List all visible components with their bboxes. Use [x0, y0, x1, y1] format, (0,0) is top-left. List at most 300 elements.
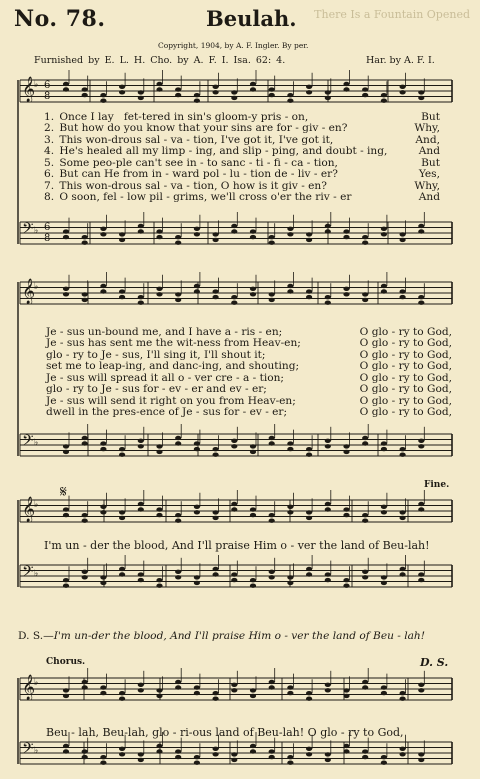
note-head	[250, 688, 256, 692]
note-head	[213, 453, 219, 457]
note-head	[231, 758, 237, 762]
note-head	[287, 691, 293, 695]
note-head	[325, 444, 331, 448]
chorus-lyric: Beu - lah, Beu-lah, glo - ri-ous land of Beu-lah! O glo - ry to God,	[46, 726, 404, 739]
note-head	[213, 90, 219, 94]
note-head	[362, 575, 368, 579]
note-head	[156, 578, 162, 582]
note-head	[100, 284, 106, 288]
note-head	[306, 516, 312, 520]
note-head	[119, 691, 125, 695]
note-head	[400, 747, 406, 751]
note-head	[269, 685, 275, 689]
note-head	[138, 688, 144, 692]
note-head	[269, 292, 275, 296]
note-head	[362, 519, 368, 523]
note-head	[194, 510, 200, 514]
note-head	[119, 752, 125, 756]
note-head	[269, 436, 275, 440]
note-head	[381, 99, 387, 103]
note-head	[156, 744, 162, 748]
music-symbol: 6	[44, 222, 51, 233]
music-symbol: ♭	[34, 500, 39, 510]
note-head	[325, 578, 331, 582]
note-head	[250, 694, 256, 698]
note-head	[343, 513, 349, 517]
note-head	[231, 229, 237, 233]
note-head	[82, 755, 88, 759]
note-head	[362, 298, 368, 302]
note-head	[287, 505, 293, 509]
note-head	[63, 87, 69, 91]
note-head	[325, 502, 331, 506]
note-head	[63, 292, 69, 296]
note-head	[250, 235, 256, 239]
note-head	[362, 513, 368, 517]
chorus-label: Chorus.	[46, 657, 86, 667]
note-head	[418, 224, 424, 228]
note-head	[418, 572, 424, 576]
note-head	[418, 439, 424, 443]
note-head	[287, 232, 293, 236]
note-head	[306, 232, 312, 236]
note-head	[194, 691, 200, 695]
note-head	[306, 453, 312, 457]
verse-line: 4. He's healed all my limp - ing, and slip - ping, and doubt - ing, And	[44, 145, 440, 158]
note-head	[269, 755, 275, 759]
music-symbol: 𝄢	[22, 740, 34, 761]
note-head	[194, 447, 200, 451]
note-head	[231, 301, 237, 305]
note-head	[82, 519, 88, 523]
note-head	[156, 688, 162, 692]
note-head	[418, 752, 424, 756]
music-symbol: 8	[44, 233, 51, 244]
note-head	[138, 229, 144, 233]
note-head	[381, 447, 387, 451]
note-head	[119, 572, 125, 576]
note-head	[287, 685, 293, 689]
note-head	[400, 85, 406, 89]
note-head	[400, 572, 406, 576]
note-head	[418, 688, 424, 692]
note-head	[287, 227, 293, 231]
note-head	[418, 444, 424, 448]
note-head	[82, 749, 88, 753]
note-head	[175, 575, 181, 579]
note-head	[269, 570, 275, 574]
note-head	[119, 516, 125, 520]
note-head	[100, 227, 106, 231]
note-head	[287, 581, 293, 585]
note-head	[63, 82, 69, 86]
note-head	[231, 502, 237, 506]
note-head	[175, 93, 181, 97]
note-head	[175, 87, 181, 91]
note-head	[250, 450, 256, 454]
note-head	[418, 507, 424, 511]
note-head	[269, 87, 275, 91]
note-head	[100, 232, 106, 236]
note-head	[231, 96, 237, 100]
verse-line: 1. Once I lay fet-tered in sin's gloom-y pris - on, But	[44, 111, 440, 123]
verse-line: 5. Some peo-ple can't see in - to sanc - ti - fi - ca - tion, But	[44, 156, 440, 169]
note-head	[381, 441, 387, 445]
note-head	[213, 747, 219, 751]
note-head	[100, 575, 106, 579]
note-head	[194, 685, 200, 689]
note-head	[362, 292, 368, 296]
note-head	[194, 761, 200, 765]
note-head	[175, 292, 181, 296]
note-head	[362, 436, 368, 440]
ds-mark: D. S.	[420, 656, 449, 669]
note-head	[156, 87, 162, 91]
note-head	[400, 295, 406, 299]
note-head	[175, 241, 181, 245]
note-head	[418, 683, 424, 687]
refrain-line: glo - ry to Je - sus for - ev - er and ev - er; O glo - ry to God,	[46, 383, 452, 396]
note-head	[343, 744, 349, 748]
note-head	[63, 507, 69, 511]
note-head	[82, 680, 88, 684]
note-head	[250, 507, 256, 511]
note-head	[400, 90, 406, 94]
note-head	[306, 295, 312, 299]
music-symbol: 𝄢	[22, 432, 34, 453]
note-head	[306, 697, 312, 701]
note-head	[231, 90, 237, 94]
note-head	[175, 513, 181, 517]
note-head	[400, 238, 406, 242]
note-head	[325, 758, 331, 762]
note-head	[156, 694, 162, 698]
note-head	[63, 749, 69, 753]
note-head	[82, 241, 88, 245]
note-head	[156, 444, 162, 448]
note-head	[287, 93, 293, 97]
music-symbol: ♭	[34, 438, 39, 448]
note-head	[63, 688, 69, 692]
note-head	[194, 93, 200, 97]
note-head	[250, 87, 256, 91]
music-symbol: 𝄢	[22, 563, 34, 584]
note-head	[287, 510, 293, 514]
note-head	[269, 241, 275, 245]
note-head	[381, 232, 387, 236]
note-head	[400, 567, 406, 571]
music-symbol: 𝄞	[22, 279, 36, 304]
note-head	[156, 450, 162, 454]
note-head	[63, 513, 69, 517]
note-head	[119, 85, 125, 89]
note-head	[138, 752, 144, 756]
note-head	[100, 755, 106, 759]
note-head	[362, 680, 368, 684]
note-head	[231, 224, 237, 228]
note-head	[119, 289, 125, 293]
note-head	[381, 510, 387, 514]
note-head	[269, 575, 275, 579]
verse-lyrics	[44, 112, 440, 204]
faint-bleedthrough-heading: There Is a Fountain Opened	[314, 8, 470, 21]
note-head	[156, 749, 162, 753]
note-head	[194, 505, 200, 509]
note-head	[381, 575, 387, 579]
note-head	[100, 691, 106, 695]
note-head	[418, 295, 424, 299]
note-head	[325, 683, 331, 687]
note-head	[213, 232, 219, 236]
note-head	[100, 99, 106, 103]
note-head	[418, 758, 424, 762]
note-head	[138, 96, 144, 100]
note-head	[306, 747, 312, 751]
note-head	[156, 507, 162, 511]
note-head	[100, 441, 106, 445]
note-head	[175, 519, 181, 523]
note-head	[156, 292, 162, 296]
note-head	[343, 287, 349, 291]
note-head	[175, 680, 181, 684]
note-head	[213, 752, 219, 756]
note-head	[138, 578, 144, 582]
note-head	[325, 229, 331, 233]
hymn-number: No. 78.	[14, 6, 106, 32]
note-head	[306, 90, 312, 94]
note-head	[400, 697, 406, 701]
music-symbol: ♭	[34, 746, 39, 756]
note-head	[306, 447, 312, 451]
note-head	[82, 298, 88, 302]
verse-line: 2. But how do you know that your sins are for - giv - en? Why,	[44, 122, 440, 135]
note-head	[119, 697, 125, 701]
note-head	[400, 447, 406, 451]
note-head	[306, 85, 312, 89]
note-head	[119, 567, 125, 571]
note-head	[82, 87, 88, 91]
note-head	[213, 447, 219, 451]
note-head	[362, 87, 368, 91]
note-head	[325, 572, 331, 576]
note-head	[400, 752, 406, 756]
note-head	[175, 685, 181, 689]
note-head	[119, 238, 125, 242]
refrain-line: Je - sus will send it right on you from Heav-en; O glo - ry to God,	[46, 394, 452, 407]
note-head	[250, 749, 256, 753]
note-head	[287, 99, 293, 103]
note-head	[156, 513, 162, 517]
note-head	[119, 90, 125, 94]
note-head	[100, 685, 106, 689]
ds-lyric: D. S.—I'm un-der the blood, And I'll praise Him o - ver the land of Beu - lah!	[18, 630, 426, 642]
note-head	[250, 229, 256, 233]
note-head	[325, 752, 331, 756]
note-head	[119, 453, 125, 457]
note-head	[213, 295, 219, 299]
note-head	[306, 572, 312, 576]
note-head	[343, 688, 349, 692]
note-head	[343, 229, 349, 233]
note-head	[138, 502, 144, 506]
note-head	[119, 510, 125, 514]
note-head	[362, 755, 368, 759]
note-head	[400, 232, 406, 236]
note-head	[400, 289, 406, 293]
note-head	[418, 96, 424, 100]
note-head	[82, 513, 88, 517]
note-head	[156, 584, 162, 588]
note-head	[343, 444, 349, 448]
music-symbol: ♭	[34, 226, 39, 236]
note-head	[287, 755, 293, 759]
note-head	[213, 572, 219, 576]
note-head	[194, 755, 200, 759]
note-head	[82, 93, 88, 97]
note-head	[250, 82, 256, 86]
note-head	[213, 85, 219, 89]
refrain-line: Je - sus un-bound me, and I have a - ris - en; O glo - ry to God,	[46, 326, 452, 338]
note-head	[343, 235, 349, 239]
note-head	[269, 235, 275, 239]
note-head	[100, 447, 106, 451]
note-head	[82, 570, 88, 574]
verse-line: 3. This won-drous sal - va - tion, I've got it, I've got it, And,	[44, 133, 440, 146]
note-head	[82, 685, 88, 689]
copyright-line: Copyright, 1904, by A. F. Ingler. By per.	[158, 41, 309, 50]
note-head	[250, 444, 256, 448]
note-head	[381, 227, 387, 231]
note-head	[325, 90, 331, 94]
note-head	[362, 685, 368, 689]
note-head	[82, 292, 88, 296]
note-head	[343, 694, 349, 698]
note-head	[194, 289, 200, 293]
note-head	[343, 749, 349, 753]
note-head	[306, 567, 312, 571]
note-head	[400, 691, 406, 695]
note-head	[156, 235, 162, 239]
note-head	[119, 747, 125, 751]
note-head	[100, 93, 106, 97]
note-head	[381, 691, 387, 695]
note-head	[287, 761, 293, 765]
note-head	[287, 289, 293, 293]
note-head	[400, 510, 406, 514]
note-head	[194, 284, 200, 288]
note-head	[325, 439, 331, 443]
note-head	[194, 227, 200, 231]
note-head	[381, 761, 387, 765]
note-head	[343, 87, 349, 91]
note-head	[119, 232, 125, 236]
note-head	[63, 694, 69, 698]
note-head	[250, 513, 256, 517]
music-symbol: 𝄞	[22, 77, 36, 102]
note-head	[231, 295, 237, 299]
note-head	[213, 691, 219, 695]
note-head	[194, 232, 200, 236]
note-head	[82, 575, 88, 579]
note-head	[287, 441, 293, 445]
note-head	[63, 584, 69, 588]
note-head	[250, 584, 256, 588]
note-head	[287, 284, 293, 288]
music-symbol: ♭	[34, 80, 39, 90]
note-head	[269, 513, 275, 517]
note-head	[269, 519, 275, 523]
music-symbol: 6	[44, 80, 51, 91]
note-head	[138, 295, 144, 299]
note-head	[231, 752, 237, 756]
note-head	[343, 584, 349, 588]
note-head	[325, 224, 331, 228]
note-head	[418, 90, 424, 94]
note-head	[82, 235, 88, 239]
note-head	[325, 507, 331, 511]
note-head	[362, 570, 368, 574]
note-head	[194, 581, 200, 585]
note-head	[362, 749, 368, 753]
note-head	[63, 229, 69, 233]
note-head	[343, 578, 349, 582]
music-symbol: 8	[44, 91, 51, 102]
note-head	[418, 301, 424, 305]
note-head	[362, 93, 368, 97]
note-head	[231, 507, 237, 511]
note-head	[63, 287, 69, 291]
note-head	[343, 450, 349, 454]
note-head	[269, 298, 275, 302]
note-head	[100, 761, 106, 765]
note-head	[175, 570, 181, 574]
note-head	[269, 93, 275, 97]
verse-line: 6. But can He from in - ward pol - lu - tion de - liv - er? Yes,	[44, 168, 440, 181]
note-head	[82, 441, 88, 445]
note-head	[100, 581, 106, 585]
fine-marker: Fine.	[424, 480, 450, 490]
note-head	[231, 444, 237, 448]
note-head	[400, 453, 406, 457]
refrain-line: dwell in the pres-ence of Je - sus for - ev - er; O glo - ry to God,	[46, 406, 452, 419]
note-head	[175, 298, 181, 302]
note-head	[306, 752, 312, 756]
note-head	[175, 749, 181, 753]
note-head	[400, 516, 406, 520]
note-head	[381, 505, 387, 509]
note-head	[306, 510, 312, 514]
note-head	[287, 575, 293, 579]
note-head	[343, 82, 349, 86]
note-head	[175, 235, 181, 239]
note-head	[250, 287, 256, 291]
note-head	[250, 292, 256, 296]
note-head	[175, 755, 181, 759]
music-symbol: 𝄋	[60, 482, 67, 501]
music-symbol: 𝄞	[22, 675, 36, 700]
note-head	[213, 697, 219, 701]
note-head	[381, 284, 387, 288]
harmony-credit: Har. by A. F. I.	[366, 55, 435, 66]
note-head	[63, 450, 69, 454]
note-head	[231, 578, 237, 582]
music-symbol: 𝄢	[22, 220, 34, 241]
note-head	[100, 289, 106, 293]
refrain-line: glo - ry to Je - sus, I'll sing it, I'll shout it; O glo - ry to God,	[46, 348, 452, 361]
note-head	[63, 744, 69, 748]
note-head	[418, 229, 424, 233]
note-head	[100, 505, 106, 509]
